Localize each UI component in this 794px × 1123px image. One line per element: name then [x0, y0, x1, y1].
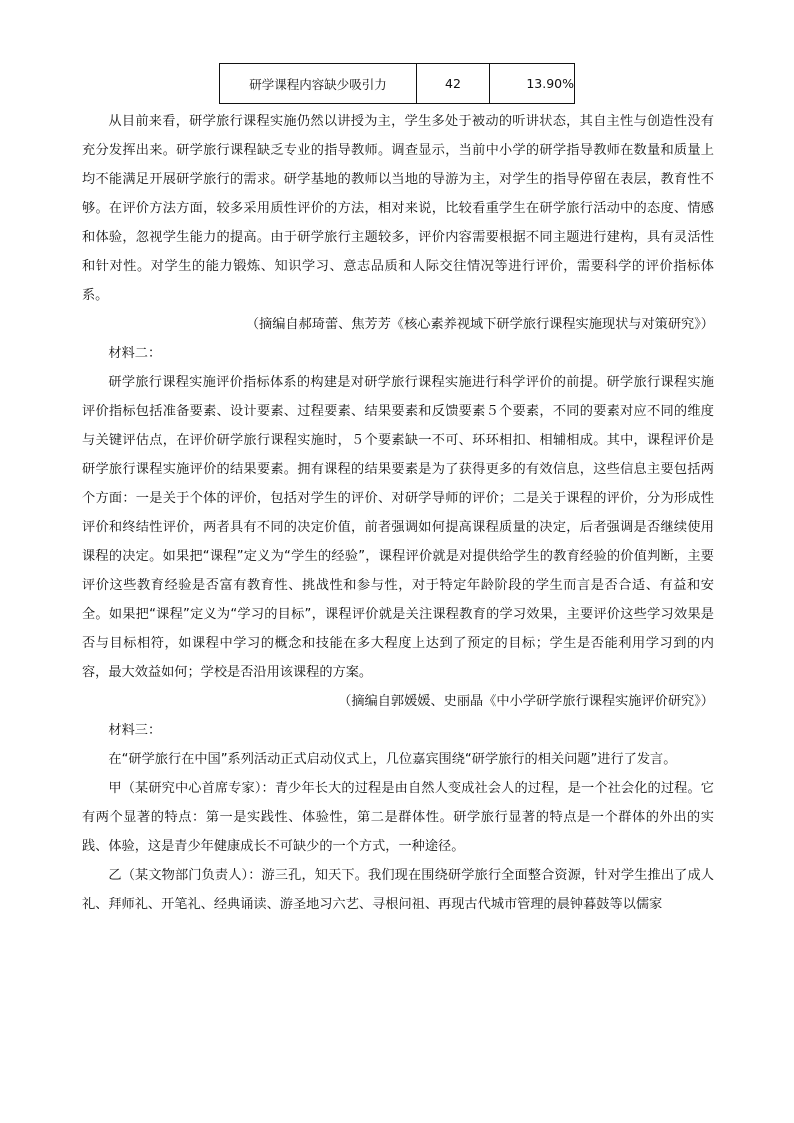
table-cell-count: 42	[417, 64, 490, 104]
paragraph-2: 研学旅行课程实施评价指标体系的构建是对研学旅行课程实施进行科学评价的前提。研学旅行课程实施评价指标包括准备要素、设计要素、过程要素、结果要素和反馈要素５个要素，不同的要素对应不同的维度与关键评估点，在评价研学旅行课程实施时，５个要素缺一不可、环环相扣、相辅相成。其中，课程评价是研学旅行课程实施评价的结果要素。拥有课程的结果要素是为了获得更多的有效信息，这些信息主要包括两个方面：一是关于个体的评价，包括对学生的评价、对研学导师的评价；二是关于课程的评价，分为形成性评价和终结性评价，两者具有不同的决定价值，前者强调如何提高课程质量的决定，后者强调是否继续使用课程的决定。如果把“课程”定义为“学生的经验”，课程评价就是对提供给学生的教育经验的价值判断，主要评价这些教育经验是否富有教育性、挑战性和参与性，对于特定年龄阶段的学生而言是否合适、有益和安全。如果把“课程”定义为“学习的目标”，课程评价就是关注课程教育的学习效果，主要评价这些学习效果是否与目标相符，如课程中学习的概念和技能在多大程度上达到了预定的目标；学生是否能利用学习到的内容，最大效益如何；学校是否沿用该课程的方案。	[82, 375, 714, 680]
section-heading-3: 材料三：	[108, 723, 162, 738]
table-row	[220, 64, 575, 104]
source-citation-2: （摘编自郭媛媛、史丽晶《中小学研学旅行课程实施评价研究》）	[338, 694, 714, 709]
paragraph-3: 在“研学旅行在中国”系列活动正式启动仪式上，几位嘉宾围绕“研学旅行的相关问题”进行了发言。	[108, 752, 677, 767]
section-heading-2: 材料二：	[108, 346, 162, 361]
table-cell-item: 研学课程内容缺少吸引力	[220, 64, 417, 104]
source-citation-1: （摘编自郝琦蕾、焦芳芳《核心素养视域下研学旅行课程实施现状与对策研究》）	[245, 317, 714, 332]
document-body	[82, 107, 714, 919]
table-cell-percent: 13.90%	[490, 64, 575, 104]
survey-table	[219, 63, 575, 104]
paragraph-1: 从目前来看，研学旅行课程实施仍然以讲授为主，学生多处于被动的听讲状态，其自主性与创造性没有充分发挥出来。研学旅行课程缺乏专业的指导教师。调查显示，当前中小学的研学指导教师在数量和质量上均不能满足开展研学旅行的需求。研学基地的教师以当地的导游为主，对学生的指导停留在表层，教育性不够。在评价方法方面，较多采用质性评价的方法，相对来说，比较看重学生在研学旅行活动中的态度、情感和体验，忽视学生能力的提高。由于研学旅行主题较多，评价内容需要根据不同主题进行建构，具有灵活性和针对性。对学生的能力锻炼、知识学习、意志品质和人际交往情况等进行评价，需要科学的评价指标体系。	[82, 114, 714, 303]
paragraph-5: 乙（某文物部门负责人）：游三孔，知天下。我们现在围绕研学旅行全面整合资源，针对学生推出了成人礼、拜师礼、开笔礼、经典诵读、游圣地习六艺、寻根问祖、再现古代城市管理的晨钟暮鼓等以儒家	[82, 868, 714, 912]
paragraph-4: 甲（某研究中心首席专家）：青少年长大的过程是由自然人变成社会人的过程，是一个社会化的过程。它有两个显著的特点：第一是实践性、体验性，第二是群体性。研学旅行显著的特点是一个群体的外出的实践、体验，这是青少年健康成长不可缺少的一个方式，一种途径。	[82, 781, 714, 854]
